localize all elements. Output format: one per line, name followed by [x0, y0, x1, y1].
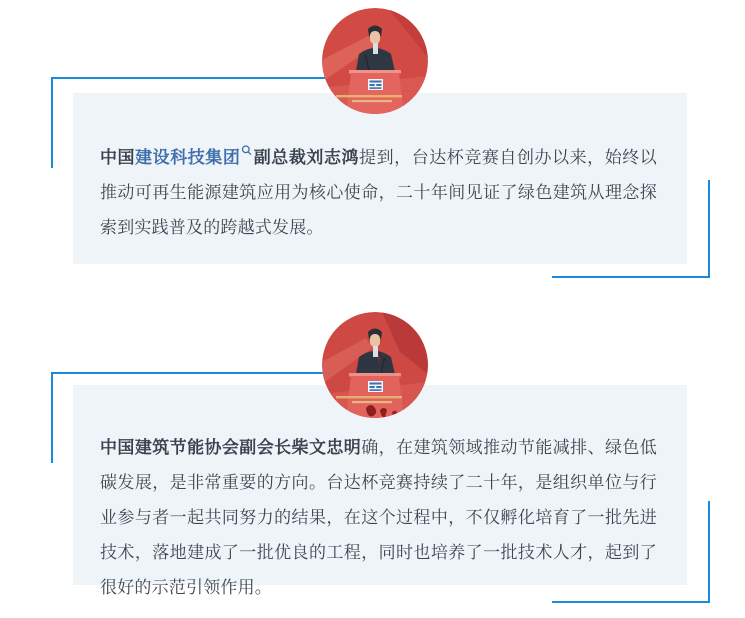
quote-body: 确，在建筑领域推动节能减排、绿色低碳发展，是非常重要的方向。台达杯竞赛持续了二十年，是组织单位与行业参与者一起共同努力的结果，在这个过程中，不仅孵化培育了一批先进技术，落地建成了一批优良的工程，同时也培养了一批技术人才，起到了很好的示范引领作用。 [100, 438, 658, 597]
speaker-photo-2[interactable] [322, 312, 428, 418]
quote-body: 提到，台达杯竞赛自创办以来，始终以推动可再生能源建筑应用为核心使命，二十年间见证了绿色建筑从理念探索到实践普及的跨越式发展。 [100, 148, 658, 237]
speaker-photo-1[interactable] [322, 8, 428, 114]
quote-text-1 [100, 140, 657, 245]
quote-card-1 [73, 93, 687, 264]
search-icon[interactable] [241, 145, 252, 156]
org-link[interactable]: 建设科技集团 [135, 148, 241, 167]
speaker-photo-2-image [322, 312, 428, 418]
quote-text-2 [100, 430, 657, 605]
speaker-name-title: 副总裁刘志鸿 [253, 148, 360, 167]
speaker-photo-1-image [322, 8, 428, 114]
speaker-org-name: 中国建筑节能协会副会长柴文忠明 [100, 438, 362, 457]
speaker-org-prefix: 中国 [100, 148, 136, 167]
